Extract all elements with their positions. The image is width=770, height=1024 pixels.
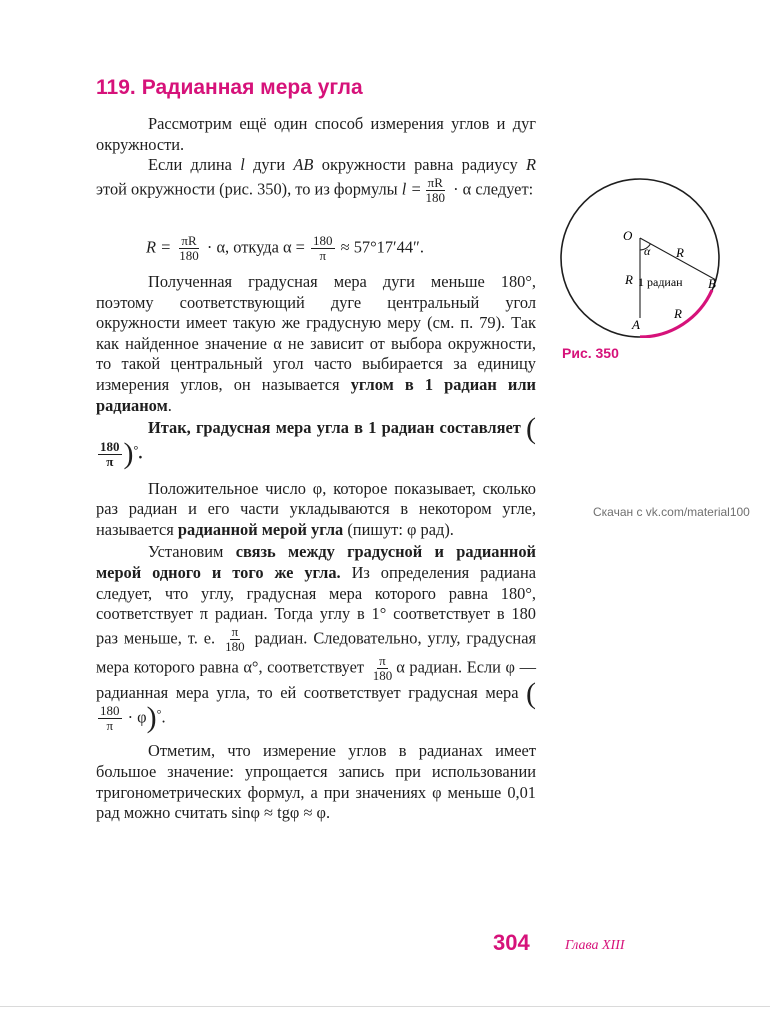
label-a: A [632,317,640,332]
paragraph-radian-measure: Положительное число φ, которое показывает, сколько раз радиан и его части укладываются в некотором угле, называется радианной мерой угла (пишут: φ рад). [96,478,536,539]
paragraph-degree-measure: Итак, градусная мера угла в 1 радиан составляет ( $\frac{180}{\pi}$ )°. [100,412,536,470]
paragraph-intro: Рассмотрим ещё один способ измерения углов и дуг окружности. [96,114,536,154]
label-alpha: α [644,244,651,258]
section-number: 119. [96,76,136,99]
label-r-left: R [625,272,633,287]
fraction-pir-180: $\frac{\pi R}{180}$ [425,174,446,205]
label-r-upper: R [676,245,684,260]
figure-circle-radian [552,178,732,338]
paragraph-relation: Установим связь между градусной и радианной мерой одного и того же угла. Из определения радиана следует, что углу, градусная мера которого равна 180°, соответствует π радиан. Тогда углу в 1° соответствует в 180 раз меньше, т. е. $\frac{\pi}{180}$ радиан. Следовательно, углу, градусная мера которого равна α°, соответствует $\frac{\pi}{180}$ α радиан. Если φ — радианная мера угла, то ей соответствует градусная мера ( $\frac{180}{\pi}$ · φ)°. [96,542,537,735]
label-o: O [623,228,633,243]
formula-radian: R = $\frac{\pi R}{180}$ · α, откуда α = $\frac{180}{\pi}$ ≈ 57°17′44″. [146,233,424,263]
paragraph-definition: Если длина l дуги AB окружности равна радиусу R этой окружности (рис. 350), то из формулы l = $\frac{\pi R}{180}$ · α следует: [96,155,537,205]
section-heading [96,76,363,100]
page-number: 304 [493,930,530,955]
page-divider [0,1006,770,1007]
label-r-arc: R [674,306,682,321]
paragraph-importance: Отметим, что измерение углов в радианах имеет большое значение: упрощается запись при использовании тригонометрических формул, а при значениях φ меньше 0,01 рад можно считать sinφ ≈ tgφ ≈ φ. [96,741,536,823]
label-b: B [708,276,716,291]
watermark: Скачан с vk.com/material100 [593,505,750,519]
text-block-top [96,114,536,205]
chapter-label: Глава XIII [565,938,625,953]
figure-caption: Рис. 350 [562,345,619,361]
label-one-radian: 1 радиан [638,275,683,289]
section-title: Радианная мера угла [141,76,363,99]
fraction-180-pi: $\frac{180}{\pi}$ [100,438,120,469]
text-block-main [96,272,536,824]
paragraph-radian-definition: Полученная градусная мера дуги меньше 180°, поэтому соответствующий дуге центральный угол окружности имеет такую же градусную меру (см. п. 79). Так как найденное значение α не зависит от выбора окружности, то такой центральный угол часто выбирается за единицу измерения углов, он называется углом в 1 радиан или радианом. [96,272,536,415]
